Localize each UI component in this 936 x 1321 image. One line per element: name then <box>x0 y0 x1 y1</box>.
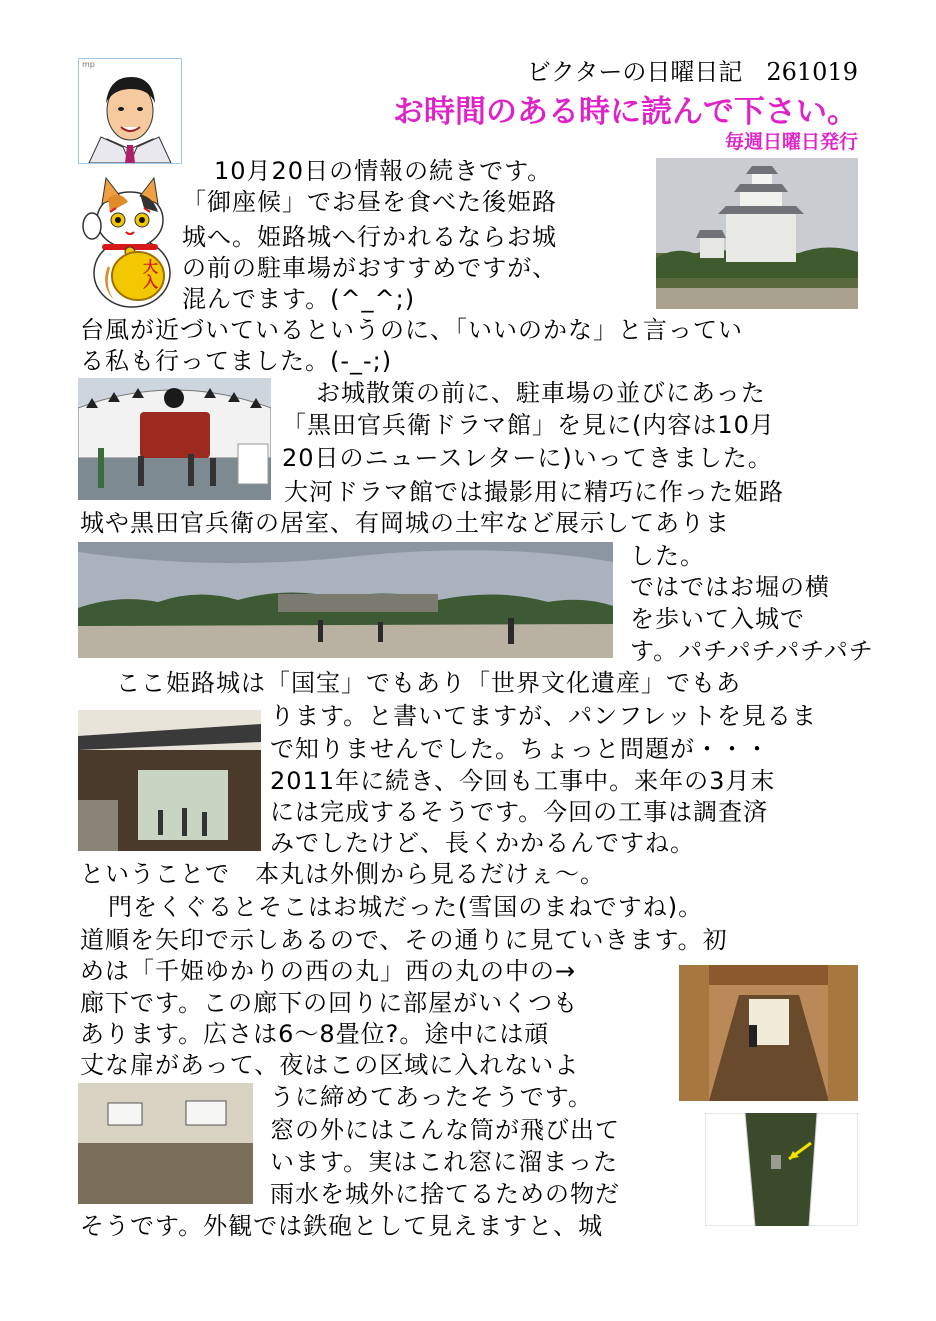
text-line-22: みでしたけど、長くかかるんですね。 <box>270 829 695 857</box>
text-line-1: 10月20日の情報の続きです。 <box>214 157 553 185</box>
diary-subtitle: お時間のある時に読んで下さい。 <box>393 94 858 130</box>
text-line-20: 2011年に続き、今回も工事中。来年の3月末 <box>270 767 776 795</box>
text-line-31: 窓の外にはこんな筒が飛び出て <box>270 1116 620 1144</box>
text-line-13: した。 <box>630 542 705 570</box>
maneki-neko-illustration <box>80 168 180 310</box>
photo-himeji-castle <box>656 158 858 309</box>
text-line-29: 丈な扉があって、夜はこの区域に入れないよ <box>80 1051 580 1079</box>
text-line-24: 門をくぐるとそこはお城だった(雪国のまねですね)。 <box>108 893 704 921</box>
text-line-19: で知りませんでした。ちょっと問題が・・・ <box>270 735 770 763</box>
text-line-3: 城へ。姫路城へ行かれるならお城 <box>182 223 557 251</box>
text-line-10: 20日のニュースレターに)いってきました。 <box>282 444 773 472</box>
photo-drama-museum <box>78 378 271 500</box>
text-line-2: 「御座候」でお昼を食べた後姫路 <box>182 188 557 216</box>
text-line-6: 台風が近づいているというのに、「いいのかな」と言ってい <box>80 316 743 344</box>
maneki-coin-text: 大入 <box>141 259 159 289</box>
text-line-5: 混んでます。(^_^;) <box>182 285 416 313</box>
photo-moat-panorama <box>78 542 613 658</box>
text-line-23: ということで 本丸は外側から見るだけぇ〜。 <box>80 860 605 888</box>
photo-drain-pipe <box>705 1113 858 1226</box>
photo-castle-gate <box>78 710 261 851</box>
text-line-12: 城や黒田官兵衛の居室、有岡城の土牢など展示してありま <box>80 509 730 537</box>
text-line-16: す。パチパチパチパチ <box>630 637 874 665</box>
text-line-32: います。実はこれ窓に溜まった <box>270 1148 619 1176</box>
text-line-7: る私も行ってました。(-_-;) <box>80 347 393 375</box>
text-line-11: 大河ドラマ館では撮影用に精巧に作った姫路 <box>284 478 784 506</box>
text-line-17: ここ姫路城は「国宝」でもあり「世界文化遺産」でもあ <box>116 669 741 697</box>
photo-corridor <box>679 965 858 1101</box>
text-line-28: あります。広さは6〜8畳位?。途中には頑 <box>80 1020 550 1048</box>
photo-tatami-room <box>78 1083 253 1204</box>
text-line-18: ります。と書いてますが、パンフレットを見るま <box>270 702 817 730</box>
author-avatar <box>78 58 182 164</box>
text-line-30: うに締めてあったそうです。 <box>270 1083 593 1111</box>
diary-title: ビクターの日曜日記 261019 <box>526 58 858 86</box>
text-line-4: の前の駐車場がおすすめですが、 <box>182 254 558 282</box>
text-line-27: 廊下です。この廊下の回りに部屋がいくつも <box>80 989 579 1017</box>
text-line-25: 道順を矢印で示しあるので、その通りに見ていきます。初 <box>80 926 728 954</box>
avatar-tag: mp <box>82 60 95 69</box>
text-line-34: そうです。外観では鉄砲として見えますと、城 <box>80 1212 604 1240</box>
text-line-21: には完成するそうです。今回の工事は調査済 <box>270 798 769 826</box>
text-line-9: 「黒田官兵衛ドラマ館」を見に(内容は10月 <box>282 411 775 439</box>
issue-frequency: 毎週日曜日発行 <box>724 131 858 153</box>
text-line-8: お城散策の前に、駐車場の並びにあった <box>316 379 766 407</box>
text-line-33: 雨水を城外に捨てるための物だ <box>270 1180 620 1208</box>
text-line-15: を歩いて入城で <box>630 605 805 633</box>
text-line-26: めは「千姫ゆかりの西の丸」西の丸の中の→ <box>80 957 577 985</box>
text-line-14: ではではお堀の横 <box>630 573 830 601</box>
